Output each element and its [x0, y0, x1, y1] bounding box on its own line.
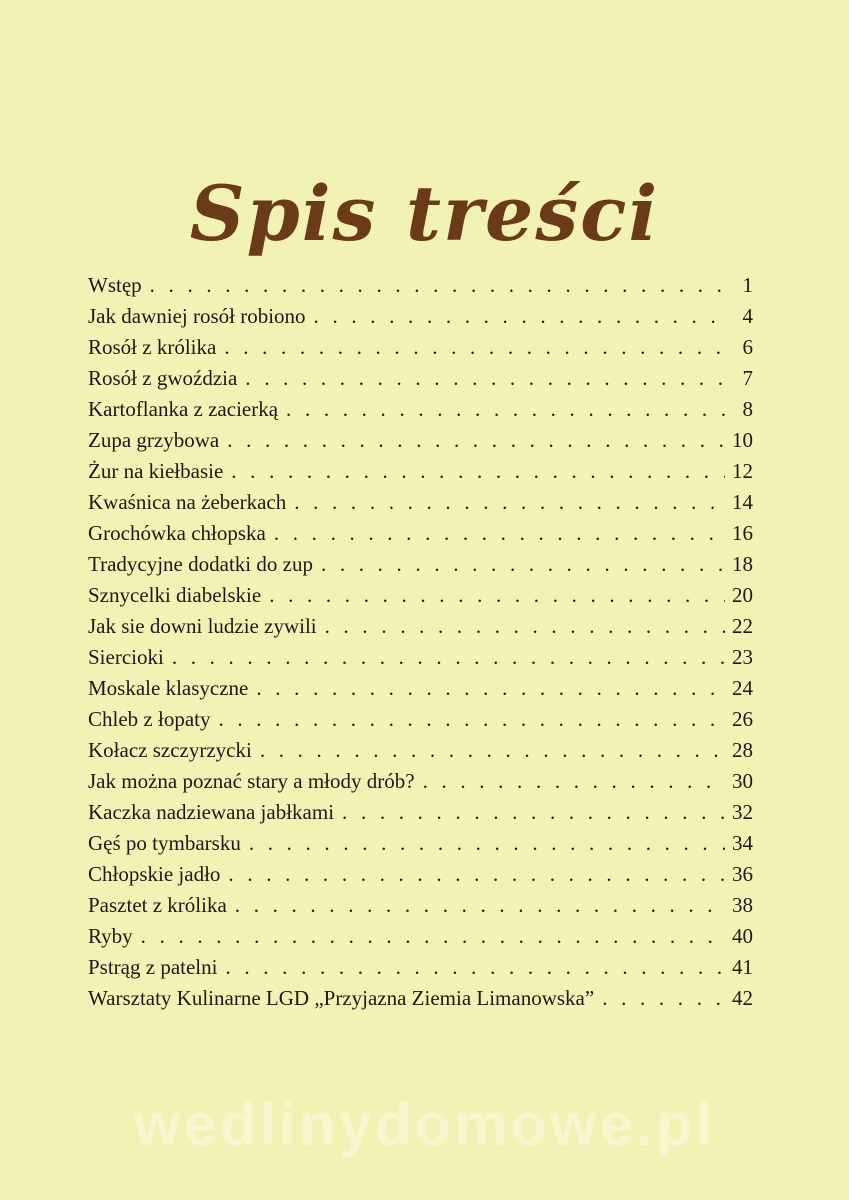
toc-entry [88, 704, 753, 735]
toc-entry-title: Kaczka nadziewana jabłkami [88, 800, 335, 824]
toc-entry [88, 673, 753, 704]
toc-entry-page-number: 34 [732, 831, 753, 855]
dot-leader [274, 518, 725, 549]
toc-entry-page-number: 32 [732, 800, 753, 824]
dot-leader [218, 704, 725, 735]
dot-leader [256, 673, 725, 704]
toc-entry-page-number: 36 [732, 862, 753, 886]
dot-leader [231, 456, 725, 487]
toc-entry [88, 611, 753, 642]
dot-leader [224, 332, 725, 363]
toc-entry-title: Chłopskie jadło [88, 862, 221, 886]
toc-entry-page-number: 4 [742, 304, 753, 328]
toc-entry-page-number: 1 [742, 273, 753, 297]
toc-entry-page-number: 23 [732, 645, 753, 669]
toc-entry [88, 456, 753, 487]
toc-entry-title: Moskale klasyczne [88, 676, 249, 700]
toc-entry-title: Zupa grzybowa [88, 428, 220, 452]
toc-entry-title: Jak sie downi ludzie zywili [88, 614, 317, 638]
toc-entry-title: Rosół z królika [88, 335, 217, 359]
toc-entry-title: Sznycelki diabelskie [88, 583, 262, 607]
dot-leader [235, 890, 725, 921]
dot-leader [423, 766, 725, 797]
dot-leader [150, 270, 725, 301]
toc-entry [88, 735, 753, 766]
watermark: wedlinydomowe.pl [133, 1091, 716, 1158]
dot-leader [602, 983, 725, 1014]
dot-leader [286, 394, 725, 425]
toc-entry-page-number: 42 [732, 986, 753, 1010]
toc-entry [88, 890, 753, 921]
toc-entry-page-number: 20 [732, 583, 753, 607]
toc-entry-page-number: 30 [732, 769, 753, 793]
toc-entry-page-number: 40 [732, 924, 753, 948]
toc-entry [88, 394, 753, 425]
toc-entry-title: Wstęp [88, 273, 142, 297]
dot-leader [342, 797, 725, 828]
toc-entry-title: Pasztet z królika [88, 893, 227, 917]
toc-entry [88, 580, 753, 611]
toc-entry [88, 859, 753, 890]
toc-entry [88, 549, 753, 580]
dot-leader [321, 549, 725, 580]
toc-entry-page-number: 8 [742, 397, 753, 421]
toc-entry [88, 425, 753, 456]
toc-entry-page-number: 38 [732, 893, 753, 917]
dot-leader [228, 859, 725, 890]
toc-entry-page-number: 6 [742, 335, 753, 359]
dot-leader [172, 642, 725, 673]
toc-entry [88, 363, 753, 394]
dot-leader [227, 425, 725, 456]
toc-entry-title: Żur na kiełbasie [88, 459, 224, 483]
dot-leader [269, 580, 725, 611]
toc-entry-title: Warsztaty Kulinarne LGD „Przyjazna Ziemia Limanowska” [88, 986, 595, 1010]
toc-entry [88, 642, 753, 673]
toc-entry-page-number: 41 [732, 955, 753, 979]
toc-entry-title: Rosół z gwoździa [88, 366, 238, 390]
toc-entry-title: Grochówka chłopska [88, 521, 266, 545]
dot-leader [225, 952, 725, 983]
dot-leader [325, 611, 725, 642]
toc-entry-title: Jak dawniej rosół robiono [88, 304, 306, 328]
toc-entry-title: Ryby [88, 924, 133, 948]
toc-entry [88, 487, 753, 518]
page-title: Spis treści [189, 168, 660, 258]
toc-entry-title: Chleb z łopaty [88, 707, 211, 731]
dot-leader [314, 301, 725, 332]
toc-entry [88, 952, 753, 983]
toc-entry-title: Kołacz szczyrzycki [88, 738, 252, 762]
dot-leader [249, 828, 725, 859]
toc-entry-title: Gęś po tymbarsku [88, 831, 241, 855]
toc-entry-page-number: 28 [732, 738, 753, 762]
toc-entry [88, 301, 753, 332]
toc-entry [88, 797, 753, 828]
toc-entry-title: Jak można poznać stary a młody drób? [88, 769, 415, 793]
toc-entry-page-number: 24 [732, 676, 753, 700]
toc-entry [88, 983, 753, 1014]
dot-leader [260, 735, 725, 766]
dot-leader [245, 363, 725, 394]
table-of-contents [88, 270, 753, 1014]
toc-entry [88, 766, 753, 797]
toc-entry-page-number: 14 [732, 490, 753, 514]
toc-entry-page-number: 26 [732, 707, 753, 731]
toc-entry-page-number: 10 [732, 428, 753, 452]
toc-entry-title: Siercioki [88, 645, 164, 669]
toc-entry-title: Tradycyjne dodatki do zup [88, 552, 313, 576]
toc-entry-page-number: 7 [742, 366, 753, 390]
dot-leader [141, 921, 725, 952]
toc-entry [88, 270, 753, 301]
toc-entry-title: Kwaśnica na żeberkach [88, 490, 287, 514]
dot-leader [294, 487, 725, 518]
toc-entry-title: Pstrąg z patelni [88, 955, 218, 979]
toc-entry-title: Kartoflanka z zacierką [88, 397, 279, 421]
toc-entry-page-number: 16 [732, 521, 753, 545]
toc-entry-page-number: 18 [732, 552, 753, 576]
toc-entry [88, 828, 753, 859]
toc-entry [88, 518, 753, 549]
toc-entry [88, 332, 753, 363]
toc-entry-page-number: 12 [732, 459, 753, 483]
toc-entry [88, 921, 753, 952]
toc-entry-page-number: 22 [732, 614, 753, 638]
